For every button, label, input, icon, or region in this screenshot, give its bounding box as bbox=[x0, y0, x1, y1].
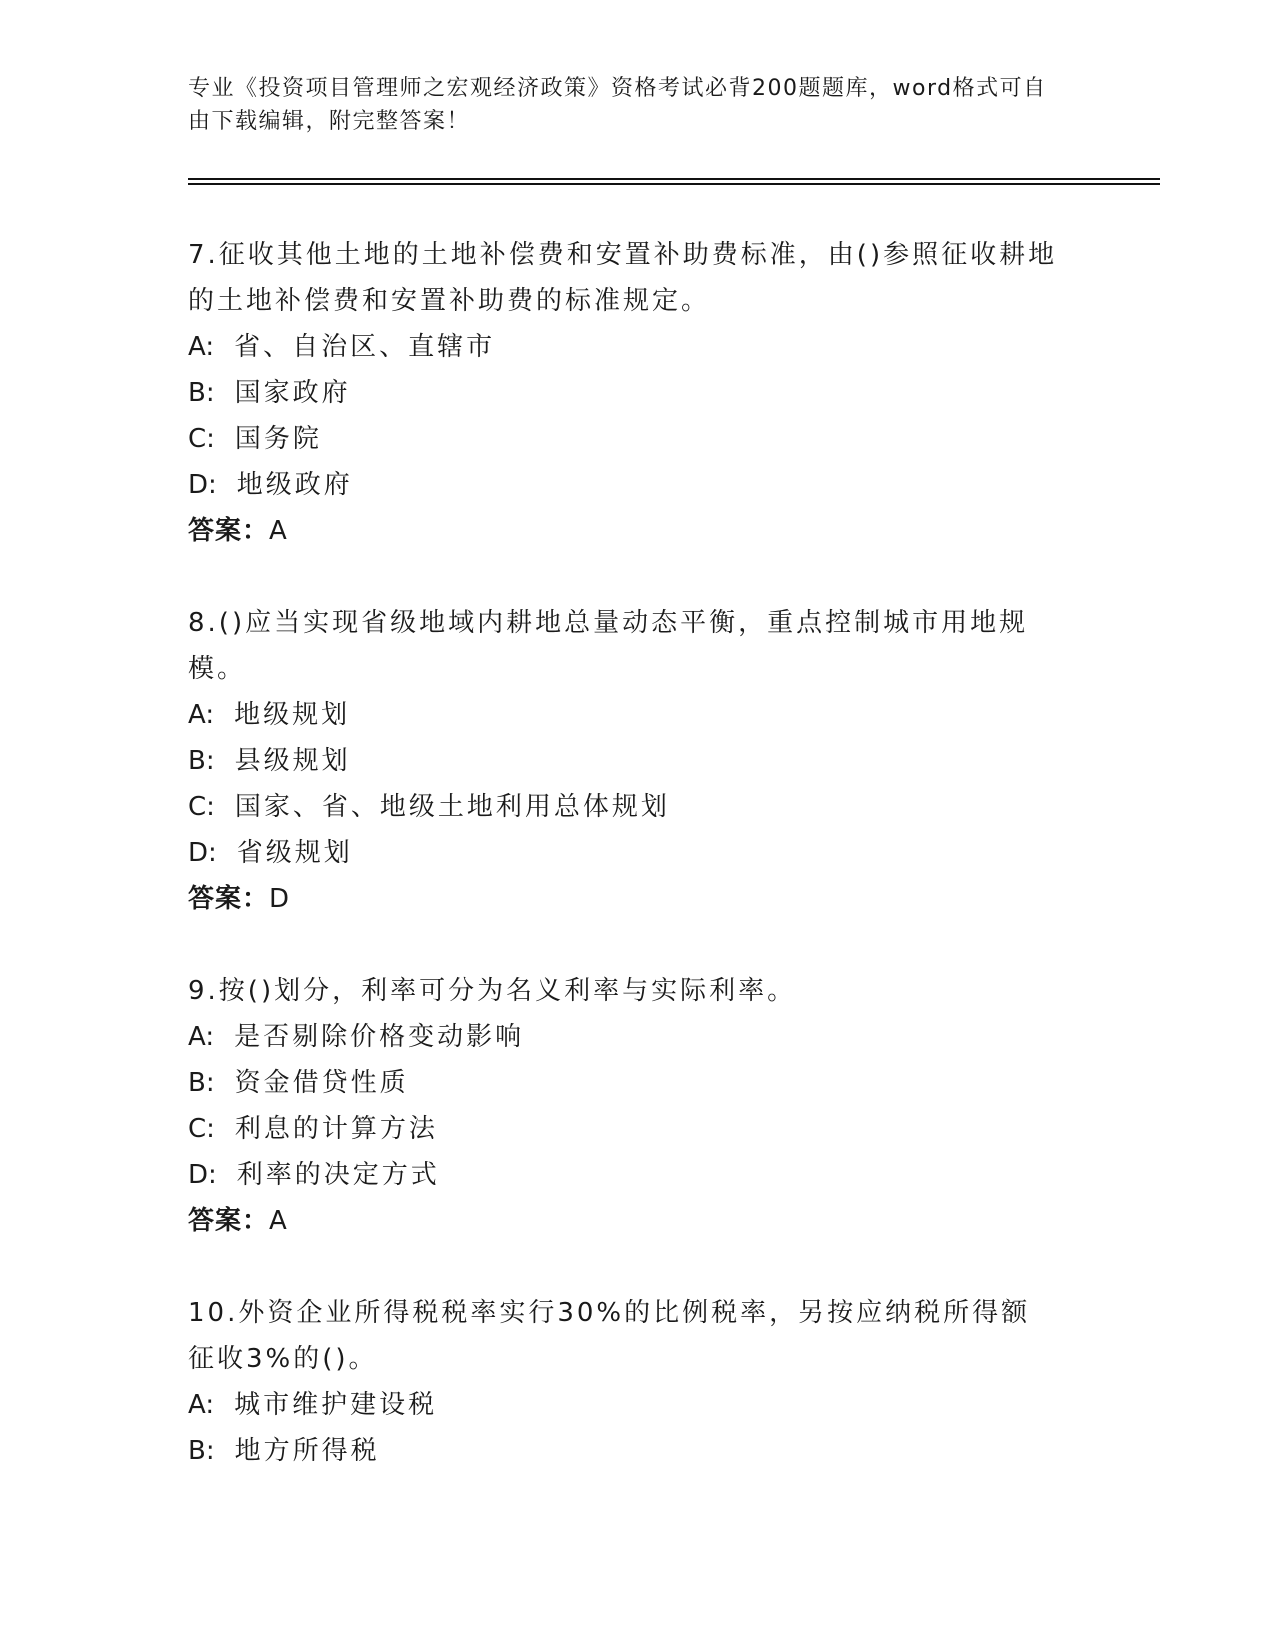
answer-line bbox=[188, 1198, 1088, 1244]
option-text: 省级规划 bbox=[236, 838, 353, 868]
option-d bbox=[188, 462, 1088, 508]
option-c bbox=[188, 416, 1088, 462]
option-text: 地级规划 bbox=[234, 700, 351, 730]
option-letter: C: bbox=[188, 424, 215, 454]
question-stem: 10.外资企业所得税税率实行30%的比例税率，另按应纳税所得额征收3%的()。 bbox=[188, 1298, 1031, 1374]
answer-value: A bbox=[269, 516, 287, 546]
option-b bbox=[188, 370, 1088, 416]
option-text: 国家、省、地级土地利用总体规划 bbox=[234, 792, 670, 822]
option-letter: A: bbox=[188, 700, 215, 730]
option-text: 城市维护建设税 bbox=[234, 1390, 438, 1420]
option-text: 县级规划 bbox=[234, 746, 351, 776]
option-text: 地级政府 bbox=[236, 470, 353, 500]
option-c bbox=[188, 784, 1088, 830]
option-text: 资金借贷性质 bbox=[234, 1068, 409, 1098]
option-letter: D: bbox=[188, 838, 217, 868]
option-letter: A: bbox=[188, 332, 215, 362]
option-b bbox=[188, 1060, 1088, 1106]
option-text: 省、自治区、直辖市 bbox=[234, 332, 496, 362]
option-c bbox=[188, 1106, 1088, 1152]
answer-value: D bbox=[269, 884, 290, 914]
option-letter: B: bbox=[188, 378, 215, 408]
answer-line bbox=[188, 508, 1088, 554]
option-letter: C: bbox=[188, 792, 215, 822]
answer-label: 答案： bbox=[188, 516, 270, 546]
option-letter: A: bbox=[188, 1022, 215, 1052]
option-letter: A: bbox=[188, 1390, 215, 1420]
answer-label: 答案： bbox=[188, 884, 270, 914]
option-text: 地方所得税 bbox=[234, 1436, 380, 1466]
question-list bbox=[188, 232, 1088, 1520]
question-8 bbox=[188, 600, 1088, 922]
option-text: 国家政府 bbox=[234, 378, 351, 408]
question-9 bbox=[188, 968, 1088, 1244]
question-stem: 9.按()划分，利率可分为名义利率与实际利率。 bbox=[188, 976, 797, 1006]
question-stem: 7.征收其他土地的土地补偿费和安置补助费标准，由()参照征收耕地的土地补偿费和安置补助费的标准规定。 bbox=[188, 240, 1058, 316]
option-b bbox=[188, 1428, 1088, 1474]
option-letter: D: bbox=[188, 1160, 217, 1190]
option-letter: C: bbox=[188, 1114, 215, 1144]
option-a bbox=[188, 1382, 1088, 1428]
question-stem: 8.()应当实现省级地域内耕地总量动态平衡，重点控制城市用地规模。 bbox=[188, 608, 1029, 684]
answer-label: 答案： bbox=[188, 1206, 270, 1236]
question-10 bbox=[188, 1290, 1088, 1474]
option-letter: D: bbox=[188, 470, 217, 500]
option-a bbox=[188, 1014, 1088, 1060]
option-letter: B: bbox=[188, 1068, 215, 1098]
option-a bbox=[188, 692, 1088, 738]
option-letter: B: bbox=[188, 1436, 215, 1466]
option-text: 利率的决定方式 bbox=[236, 1160, 440, 1190]
header-text: 专业《投资项目管理师之宏观经济政策》资格考试必背200题题库，word格式可自由下载编辑，附完整答案！ bbox=[188, 76, 1047, 134]
answer-line bbox=[188, 876, 1088, 922]
option-d bbox=[188, 830, 1088, 876]
option-d bbox=[188, 1152, 1088, 1198]
question-7 bbox=[188, 232, 1088, 554]
answer-value: A bbox=[269, 1206, 287, 1236]
option-text: 是否剔除价格变动影响 bbox=[234, 1022, 525, 1052]
option-a bbox=[188, 324, 1088, 370]
header-divider-bottom bbox=[188, 183, 1160, 185]
header-divider-top bbox=[188, 178, 1160, 180]
option-text: 利息的计算方法 bbox=[234, 1114, 438, 1144]
option-text: 国务院 bbox=[234, 424, 322, 454]
option-b bbox=[188, 738, 1088, 784]
document-header bbox=[188, 72, 1068, 138]
option-letter: B: bbox=[188, 746, 215, 776]
